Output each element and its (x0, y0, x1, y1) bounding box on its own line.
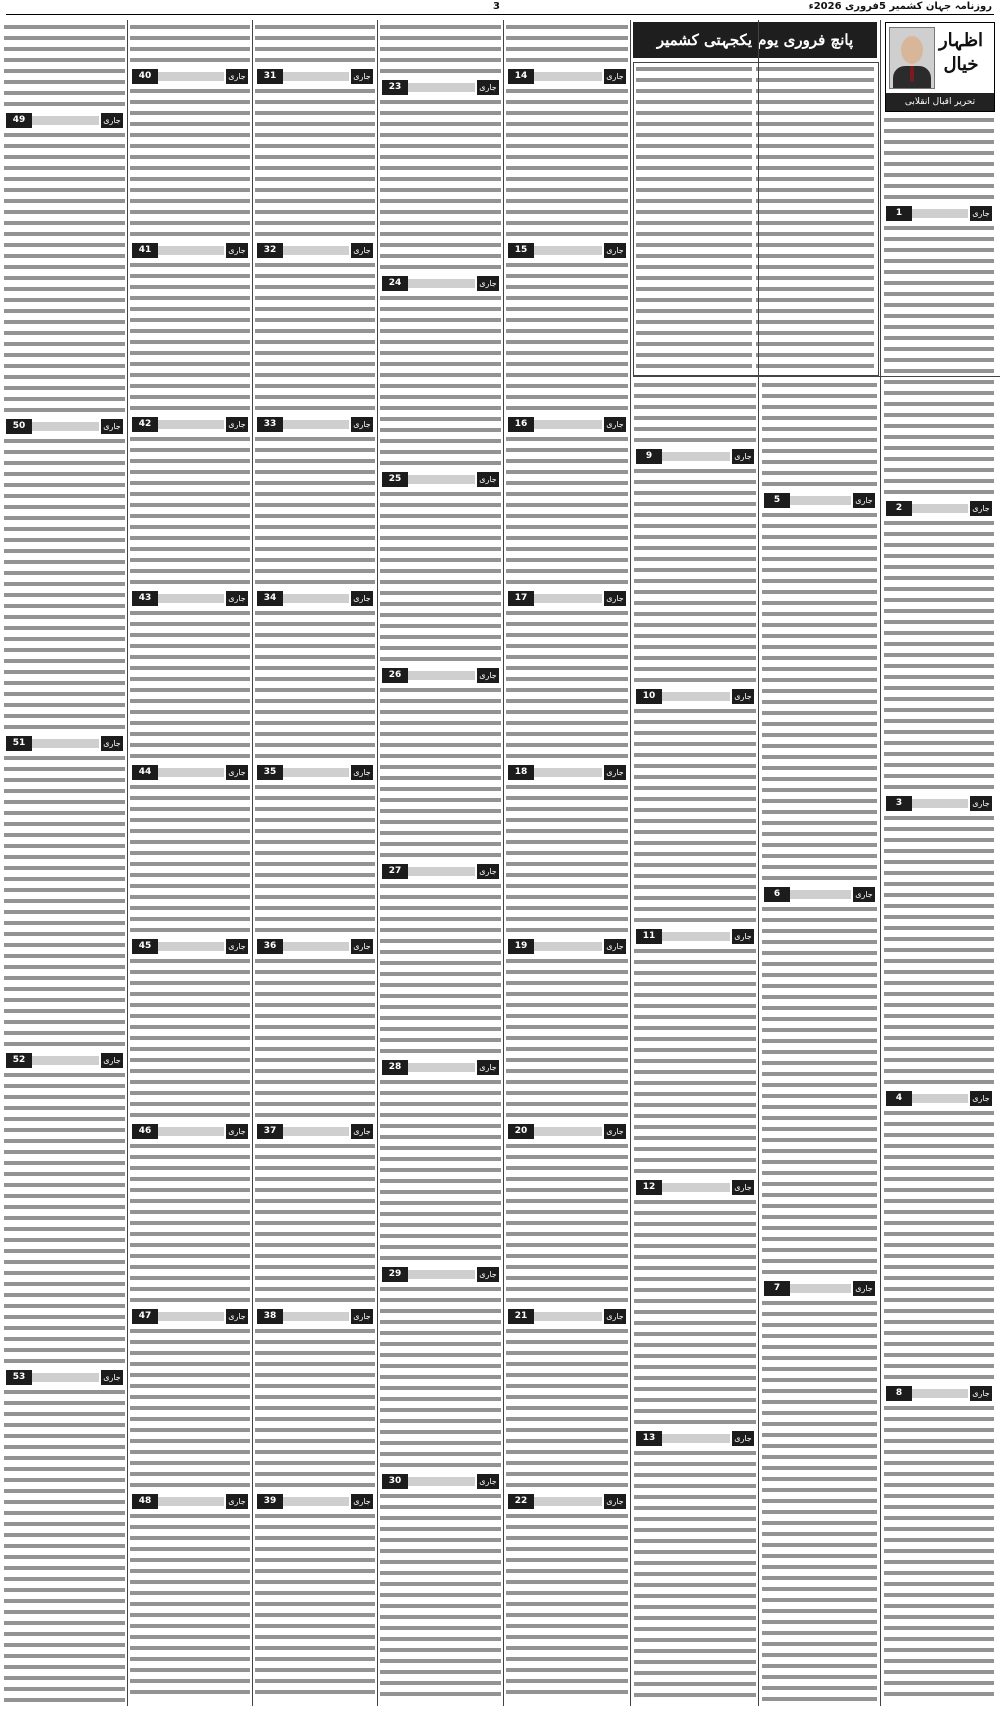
article-text-block (255, 1326, 375, 1491)
item-number: 29 (382, 1267, 408, 1282)
item-number: 3 (886, 796, 912, 811)
article-headline: پانچ فروری یوم یکجہتی کشمیر (633, 22, 877, 58)
item-number: 40 (132, 69, 158, 84)
item-tag: جاری (477, 1474, 499, 1489)
item-number-bar (130, 69, 250, 84)
item-number-bar (130, 1309, 250, 1324)
article-text-block (884, 518, 994, 793)
article-text-block (255, 782, 375, 936)
item-number-bar (884, 796, 994, 811)
item-number-bar (884, 501, 994, 516)
item-number: 45 (132, 939, 158, 954)
item-number: 20 (508, 1124, 534, 1139)
article-text-block (634, 1448, 756, 1701)
item-tag: جاری (853, 1281, 875, 1296)
item-number-bar (255, 939, 375, 954)
column-divider (503, 20, 504, 1706)
article-text-block (130, 260, 250, 414)
item-tag: جاری (351, 243, 373, 258)
item-tag: جاری (970, 1091, 992, 1106)
item-tag: جاری (604, 69, 626, 84)
article-text-block (130, 1141, 250, 1306)
article-text-block (130, 22, 250, 66)
item-number-bar (380, 1060, 501, 1075)
item-number: 16 (508, 417, 534, 432)
item-tag: جاری (351, 69, 373, 84)
article-text-block (255, 434, 375, 588)
item-tag: جاری (351, 765, 373, 780)
item-number-bar (884, 206, 994, 221)
article-box-col-b (636, 64, 752, 372)
article-text-block (380, 1491, 501, 1700)
item-tag: جاری (970, 1386, 992, 1401)
item-number: 5 (764, 493, 790, 508)
article-text-block (506, 86, 628, 240)
item-tag: جاری (226, 243, 248, 258)
item-number-bar (255, 765, 375, 780)
item-tag: جاری (853, 887, 875, 902)
article-text-block (762, 510, 877, 884)
item-number-bar (380, 864, 501, 879)
item-number: 1 (886, 206, 912, 221)
item-tag: جاری (477, 668, 499, 683)
article-text-block (4, 436, 125, 733)
item-number: 38 (257, 1309, 283, 1324)
column-6 (255, 22, 375, 1706)
article-text-block (255, 608, 375, 762)
item-number: 53 (6, 1370, 32, 1385)
item-tag: جاری (226, 1124, 248, 1139)
item-number-bar (4, 113, 125, 128)
columnist-photo (889, 27, 935, 89)
article-text-block (130, 608, 250, 762)
article-text-block (762, 380, 877, 490)
item-number: 46 (132, 1124, 158, 1139)
article-text-block (255, 1511, 375, 1698)
article-text-block (130, 86, 250, 240)
item-tag: جاری (970, 501, 992, 516)
item-tag: جاری (604, 765, 626, 780)
article-text-block (636, 64, 752, 372)
item-tag: جاری (477, 864, 499, 879)
article-text-block (380, 685, 501, 861)
article-text-block (4, 130, 125, 416)
column-divider (880, 20, 881, 1706)
item-tag: جاری (477, 1267, 499, 1282)
page-number: 3 (493, 1, 500, 12)
item-number: 32 (257, 243, 283, 258)
item-tag: جاری (351, 591, 373, 606)
article-text-block (255, 956, 375, 1121)
article-text-block (380, 1077, 501, 1264)
item-number-bar (380, 668, 501, 683)
item-number: 2 (886, 501, 912, 516)
item-number-bar (130, 1124, 250, 1139)
item-number-bar (380, 472, 501, 487)
item-number-bar (506, 69, 628, 84)
article-text-block (255, 1141, 375, 1306)
item-number: 48 (132, 1494, 158, 1509)
item-number-bar (255, 243, 375, 258)
item-number-bar (506, 243, 628, 258)
article-text-block (380, 1284, 501, 1471)
column-7 (130, 22, 250, 1706)
item-number: 43 (132, 591, 158, 606)
item-number-bar (380, 1267, 501, 1282)
item-tag: جاری (477, 472, 499, 487)
column-divider (377, 20, 378, 1706)
item-number: 18 (508, 765, 534, 780)
item-number-bar (255, 1494, 375, 1509)
column-byline: تحریر اقبال انقلابی (886, 93, 994, 111)
item-tag: جاری (732, 1180, 754, 1195)
item-number: 12 (636, 1180, 662, 1195)
article-text-block (506, 608, 628, 762)
item-number: 28 (382, 1060, 408, 1075)
item-tag: جاری (351, 1494, 373, 1509)
article-text-block (762, 1298, 877, 1705)
item-number-bar (762, 1281, 877, 1296)
item-tag: جاری (351, 1124, 373, 1139)
item-number-bar (130, 765, 250, 780)
article-text-block (255, 260, 375, 414)
item-number: 10 (636, 689, 662, 704)
item-number-bar (884, 1091, 994, 1106)
item-number: 21 (508, 1309, 534, 1324)
item-number: 31 (257, 69, 283, 84)
item-tag: جاری (604, 1124, 626, 1139)
item-number-bar (4, 1370, 125, 1385)
item-tag: جاری (853, 493, 875, 508)
item-tag: جاری (477, 276, 499, 291)
column-divider (630, 20, 631, 1706)
item-number: 9 (636, 449, 662, 464)
item-number: 36 (257, 939, 283, 954)
item-tag: جاری (604, 591, 626, 606)
article-text-block (4, 1387, 125, 1706)
item-tag: جاری (970, 796, 992, 811)
item-tag: جاری (226, 417, 248, 432)
item-number-bar (506, 1494, 628, 1509)
item-tag: جاری (226, 69, 248, 84)
page-header (0, 0, 1000, 16)
item-number-bar (255, 1309, 375, 1324)
article-text-block (884, 223, 994, 498)
item-number-bar (4, 736, 125, 751)
item-number: 33 (257, 417, 283, 432)
item-tag: جاری (732, 929, 754, 944)
article-text-block (506, 1326, 628, 1491)
article-text-block (130, 782, 250, 936)
item-number: 11 (636, 929, 662, 944)
article-text-block (634, 946, 756, 1177)
article-text-block (506, 956, 628, 1121)
item-tag: جاری (226, 765, 248, 780)
article-text-block (130, 1511, 250, 1698)
item-number: 41 (132, 243, 158, 258)
article-text-block (506, 1511, 628, 1698)
item-number: 35 (257, 765, 283, 780)
article-text-block (380, 22, 501, 77)
publication-date: روزنامہ جہان کشمیر 5فروری 2026ء (808, 1, 992, 12)
column-3 (634, 380, 756, 1706)
item-tag: جاری (732, 689, 754, 704)
article-text-block (634, 380, 756, 446)
item-number-bar (130, 417, 250, 432)
item-number: 13 (636, 1431, 662, 1446)
item-tag: جاری (604, 1309, 626, 1324)
item-number: 15 (508, 243, 534, 258)
item-number-bar (884, 1386, 994, 1401)
item-number-bar (130, 939, 250, 954)
item-number-bar (634, 689, 756, 704)
item-tag: جاری (101, 1053, 123, 1068)
item-tag: جاری (226, 591, 248, 606)
article-text-block (506, 782, 628, 936)
columnist-header (885, 22, 995, 112)
article-text-block (506, 434, 628, 588)
item-number-bar (634, 449, 756, 464)
item-tag: جاری (604, 417, 626, 432)
item-number-bar (634, 1180, 756, 1195)
item-number-bar (380, 276, 501, 291)
item-tag: جاری (101, 419, 123, 434)
item-number-bar (762, 493, 877, 508)
item-tag: جاری (604, 1494, 626, 1509)
item-number: 27 (382, 864, 408, 879)
item-number: 17 (508, 591, 534, 606)
item-number-bar (255, 69, 375, 84)
item-number: 52 (6, 1053, 32, 1068)
article-text-block (506, 260, 628, 414)
item-tag: جاری (477, 80, 499, 95)
article-text-block (884, 1108, 994, 1383)
column-1 (884, 115, 994, 1706)
article-text-block (634, 706, 756, 926)
item-number: 51 (6, 736, 32, 751)
item-number: 30 (382, 1474, 408, 1489)
item-tag: جاری (101, 113, 123, 128)
item-number-bar (506, 591, 628, 606)
item-number: 14 (508, 69, 534, 84)
item-tag: جاری (101, 1370, 123, 1385)
item-number: 50 (6, 419, 32, 434)
column-4 (506, 22, 628, 1706)
article-text-block (4, 1070, 125, 1367)
item-number: 34 (257, 591, 283, 606)
item-number-bar (130, 591, 250, 606)
item-tag: جاری (732, 449, 754, 464)
item-number-bar (130, 1494, 250, 1509)
item-number: 23 (382, 80, 408, 95)
item-tag: جاری (477, 1060, 499, 1075)
column-title: اظہار خیال (938, 30, 984, 75)
header-rule (6, 14, 994, 15)
article-text-block (634, 1197, 756, 1428)
item-tag: جاری (351, 939, 373, 954)
article-text-block (506, 1141, 628, 1306)
item-number-bar (380, 80, 501, 95)
item-number: 6 (764, 887, 790, 902)
item-number-bar (255, 1124, 375, 1139)
article-text-block (756, 64, 874, 372)
item-number-bar (506, 765, 628, 780)
column-8 (4, 22, 125, 1706)
item-number-bar (255, 417, 375, 432)
item-number: 4 (886, 1091, 912, 1106)
item-number: 24 (382, 276, 408, 291)
item-number: 25 (382, 472, 408, 487)
item-number: 37 (257, 1124, 283, 1139)
column-divider (127, 20, 128, 1706)
article-text-block (634, 466, 756, 686)
item-tag: جاری (604, 939, 626, 954)
article-text-block (380, 881, 501, 1057)
item-tag: جاری (351, 1309, 373, 1324)
item-number-bar (634, 1431, 756, 1446)
article-text-block (884, 1403, 994, 1700)
item-number-bar (4, 419, 125, 434)
article-text-block (506, 22, 628, 66)
item-number-bar (4, 1053, 125, 1068)
item-number-bar (506, 939, 628, 954)
item-number: 26 (382, 668, 408, 683)
item-number: 22 (508, 1494, 534, 1509)
item-tag: جاری (101, 736, 123, 751)
article-text-block (380, 293, 501, 469)
article-text-block (380, 97, 501, 273)
item-number: 7 (764, 1281, 790, 1296)
article-text-block (255, 22, 375, 66)
article-text-block (4, 753, 125, 1050)
item-tag: جاری (970, 206, 992, 221)
item-tag: جاری (732, 1431, 754, 1446)
item-number-bar (380, 1474, 501, 1489)
item-tag: جاری (351, 417, 373, 432)
item-number: 8 (886, 1386, 912, 1401)
article-text-block (130, 1326, 250, 1491)
column-divider (252, 20, 253, 1706)
item-number-bar (506, 1309, 628, 1324)
column-5 (380, 22, 501, 1706)
item-number: 39 (257, 1494, 283, 1509)
item-number: 44 (132, 765, 158, 780)
item-tag: جاری (226, 1309, 248, 1324)
item-tag: جاری (226, 939, 248, 954)
item-number-bar (255, 591, 375, 606)
article-text-block (380, 489, 501, 665)
item-number-bar (130, 243, 250, 258)
item-tag: جاری (604, 243, 626, 258)
item-number: 47 (132, 1309, 158, 1324)
article-text-block (884, 813, 994, 1088)
article-text-block (130, 434, 250, 588)
item-tag: جاری (226, 1494, 248, 1509)
column-2 (762, 380, 877, 1706)
item-number-bar (634, 929, 756, 944)
item-number: 19 (508, 939, 534, 954)
article-text-block (130, 956, 250, 1121)
article-text-block (762, 904, 877, 1278)
item-number-bar (762, 887, 877, 902)
item-number-bar (506, 1124, 628, 1139)
item-number: 49 (6, 113, 32, 128)
item-number-bar (506, 417, 628, 432)
article-text-block (4, 22, 125, 110)
article-text-block (884, 115, 994, 203)
item-number: 42 (132, 417, 158, 432)
article-text-block (255, 86, 375, 240)
article-box-col-a (756, 64, 874, 372)
